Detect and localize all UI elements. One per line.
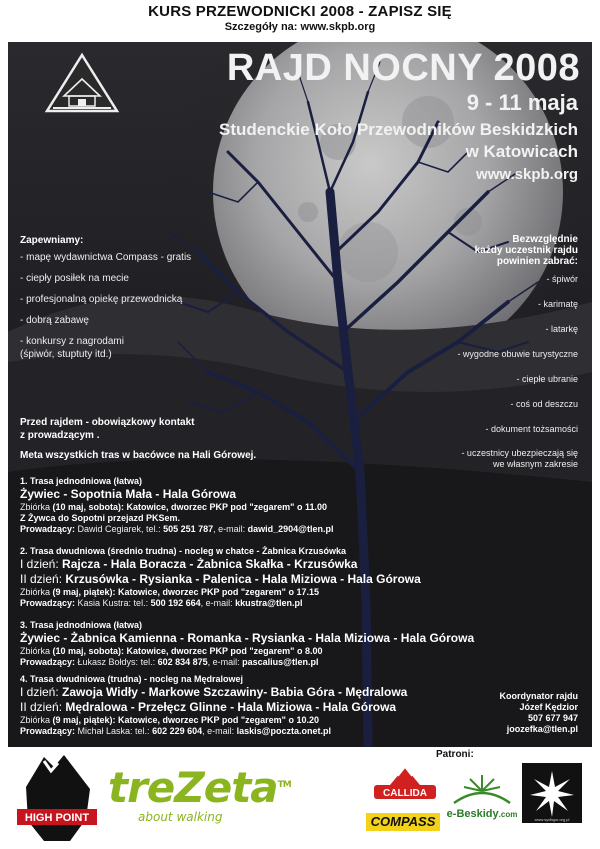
email-label: , e-mail: <box>213 524 248 534</box>
route-path <box>20 572 580 587</box>
route-path-text: Krzusówka - Rysianka - Palenica - Hala Miziowa - Hala Górowa <box>65 572 421 586</box>
leader-phone: 602 834 875 <box>157 657 208 667</box>
contact-notice <box>20 416 300 442</box>
must-bring-heading <box>418 234 578 267</box>
route-section-2 <box>20 546 580 609</box>
leader-name: Łukasz Bołdys: tel.: <box>75 657 158 667</box>
route-day: I dzień: <box>20 557 63 571</box>
event-dates: 9 - 11 maja <box>466 90 578 115</box>
trademark-mark: TM <box>277 780 291 790</box>
route-path: Żywiec - Sopotnia Mała - Hala Górowa <box>20 487 237 501</box>
details-link[interactable]: Szczegóły na: www.skpb.org <box>224 21 376 33</box>
organizer-name: Studenckie Koło Przewodników Beskidzkich <box>219 120 578 139</box>
coordinator-name: Józef Kędzior <box>519 702 578 712</box>
contact-notice-line: z prowadzącym . <box>20 430 100 441</box>
route-day: II dzień: <box>20 700 66 714</box>
route-section-3 <box>20 620 580 668</box>
meeting-point <box>20 646 580 657</box>
leader-label: Prowadzący: <box>20 598 76 608</box>
route-path-text: Rajcza - Hala Boracza - Żabnica Skałka - Krzusówka <box>62 557 358 571</box>
meeting-point <box>20 502 580 513</box>
we-provide-list <box>20 234 260 361</box>
must-bring-heading-line: powinien zabrać: <box>496 256 578 267</box>
route-heading: 4. Trasa dwudniowa (trudna) - nocleg na Mędralowej <box>20 674 244 684</box>
coordinator-email[interactable]: joozefka@tlen.pl <box>506 724 578 734</box>
callida-text: CALLIDA <box>383 788 427 799</box>
ebeskidy-logo[interactable] <box>444 771 520 823</box>
leader-label: Prowadzący: <box>20 657 76 667</box>
organizer-city: w Katowicach <box>465 142 578 161</box>
route-section-1 <box>20 476 580 535</box>
route-day: II dzień: <box>20 572 66 586</box>
leader-email[interactable]: dawid_2904@tlen.pl <box>247 524 334 534</box>
leader-info <box>20 598 580 609</box>
must-bring-heading-line: Bezwzględnie <box>512 234 578 245</box>
route-heading: 3. Trasa jednodniowa (łatwa) <box>20 620 143 630</box>
coordinator-info <box>418 691 578 735</box>
callida-logo[interactable] <box>370 763 440 807</box>
list-item: - ciepłe ubranie <box>516 374 578 384</box>
leader-info <box>20 657 580 668</box>
route-path-text: Mędralowa - Przełęcz Glinne - Hala Miziowa - Hala Górowa <box>65 700 397 714</box>
route-path-text: Zawoja Widły - Markowe Szczawiny- Babia Góra - Mędralowa <box>62 685 408 699</box>
poster-main <box>8 42 592 747</box>
contact-notice-line: Przed rajdem - obowiązkowy kontakt <box>20 417 195 428</box>
meeting-label: Zbiórka <box>20 502 51 512</box>
leader-name: Kasia Kustra: tel.: <box>75 598 151 608</box>
sydbgor-text: www.sydbgor.org.pl <box>534 817 570 822</box>
route-path <box>20 557 580 572</box>
we-provide-heading: Zapewniamy: <box>20 235 84 246</box>
list-item: - śpiwór <box>546 274 578 284</box>
leader-email[interactable]: laskis@poczta.onet.pl <box>236 726 331 736</box>
sydbgor-logo[interactable] <box>522 763 582 823</box>
website-link[interactable]: www.skpb.org <box>476 166 578 183</box>
route-path: Żywiec - Żabnica Kamienna - Romanka - Rysianka - Hala Miziowa - Hala Górowa <box>20 631 475 645</box>
route-heading: 1. Trasa jednodniowa (łatwa) <box>20 476 143 486</box>
meeting-point <box>20 587 580 598</box>
highpoint-text: HIGH POINT <box>24 812 90 824</box>
meeting-text: (10 maj, sobota): Katowice, dworzec PKP pod "zegarem" o 8.00 <box>50 646 323 656</box>
poster-title: RAJD NOCNY 2008 <box>226 47 580 89</box>
leader-label: Prowadzący: <box>20 726 76 736</box>
leader-name: Michał Laska: tel.: <box>75 726 153 736</box>
route-day: I dzień: <box>20 685 63 699</box>
coordinator-title: Koordynator rajdu <box>499 691 578 701</box>
meeting-text: (9 maj, piątek): Katowice, dworzec PKP pod "zegarem" o 10.20 <box>50 715 319 725</box>
list-item-note: (śpiwór, stuptuty itd.) <box>20 349 112 360</box>
email-label: , e-mail: <box>207 657 243 667</box>
list-item: - wygodne obuwie turystyczne <box>457 349 578 359</box>
trezeta-logo[interactable] <box>108 763 291 824</box>
leader-name: Dawid Cegiarek, tel.: <box>75 524 164 534</box>
must-bring-list <box>418 234 578 470</box>
course-headline: KURS PRZEWODNICKI 2008 - ZAPISZ SIĘ <box>148 3 452 20</box>
leader-info <box>20 524 580 535</box>
highpoint-logo[interactable] <box>14 749 100 847</box>
meeting-text: (10 maj, sobota): Katowice, dworzec PKP pod "zegarem" o 11.00 <box>50 502 327 512</box>
leader-label: Prowadzący: <box>20 524 76 534</box>
finish-info: Meta wszystkich tras w bacówce na Hali Górowej. <box>20 450 257 461</box>
patrons-label: Patroni: <box>436 749 474 760</box>
list-item: - latarkę <box>545 324 578 334</box>
sponsor-footer <box>0 747 600 849</box>
email-label: , e-mail: <box>202 726 237 736</box>
meeting-text: (9 maj, piątek): Katowice, dworzec PKP pod "zegarem" o 17.15 <box>50 587 319 597</box>
meeting-label: Zbiórka <box>20 646 51 656</box>
leader-phone: 500 192 664 <box>150 598 201 608</box>
leader-phone: 602 229 604 <box>152 726 203 736</box>
trezeta-tagline: about walking <box>138 810 223 824</box>
top-banner <box>0 0 600 42</box>
list-item: - dokument tożsamości <box>485 424 578 434</box>
meeting-label: Zbiórka <box>20 715 51 725</box>
extra-info: Z Żywca do Sopotni przejazd PKSem. <box>20 513 181 523</box>
ebeskidy-text: e-Beskidy.com <box>446 808 518 820</box>
list-item: - profesjonalną opiekę przewodnicką <box>20 294 183 305</box>
list-item: - karimatę <box>537 299 578 309</box>
meeting-label: Zbiórka <box>20 587 51 597</box>
email-label: , e-mail: <box>200 598 236 608</box>
leader-email[interactable]: pascalius@tlen.pl <box>242 657 319 667</box>
leader-email[interactable]: kkustra@tlen.pl <box>235 598 303 608</box>
route-heading: 2. Trasa dwudniowa (średnio trudna) - nocleg w chatce - Żabnica Krzusówka <box>20 546 347 556</box>
list-item: - konkursy z nagrodami <box>20 336 124 347</box>
must-bring-heading-line: każdy uczestnik rajdu <box>474 245 578 256</box>
compass-logo[interactable]: COMPASS <box>366 813 440 831</box>
trezeta-wordmark <box>108 763 291 812</box>
skpb-logo <box>44 52 120 114</box>
leader-phone: 505 251 787 <box>163 524 214 534</box>
list-item: - uczestnicy ubezpieczają się <box>461 448 578 458</box>
list-item: - mapę wydawnictwa Compass - gratis <box>20 252 192 263</box>
coordinator-phone: 507 677 947 <box>527 713 578 723</box>
list-item-note: we własnym zakresie <box>492 459 578 469</box>
list-item: - dobrą zabawę <box>20 315 89 326</box>
trezeta-name: treZeta <box>108 763 278 812</box>
list-item: - coś od deszczu <box>510 399 578 409</box>
list-item: - ciepły posiłek na mecie <box>20 273 129 284</box>
